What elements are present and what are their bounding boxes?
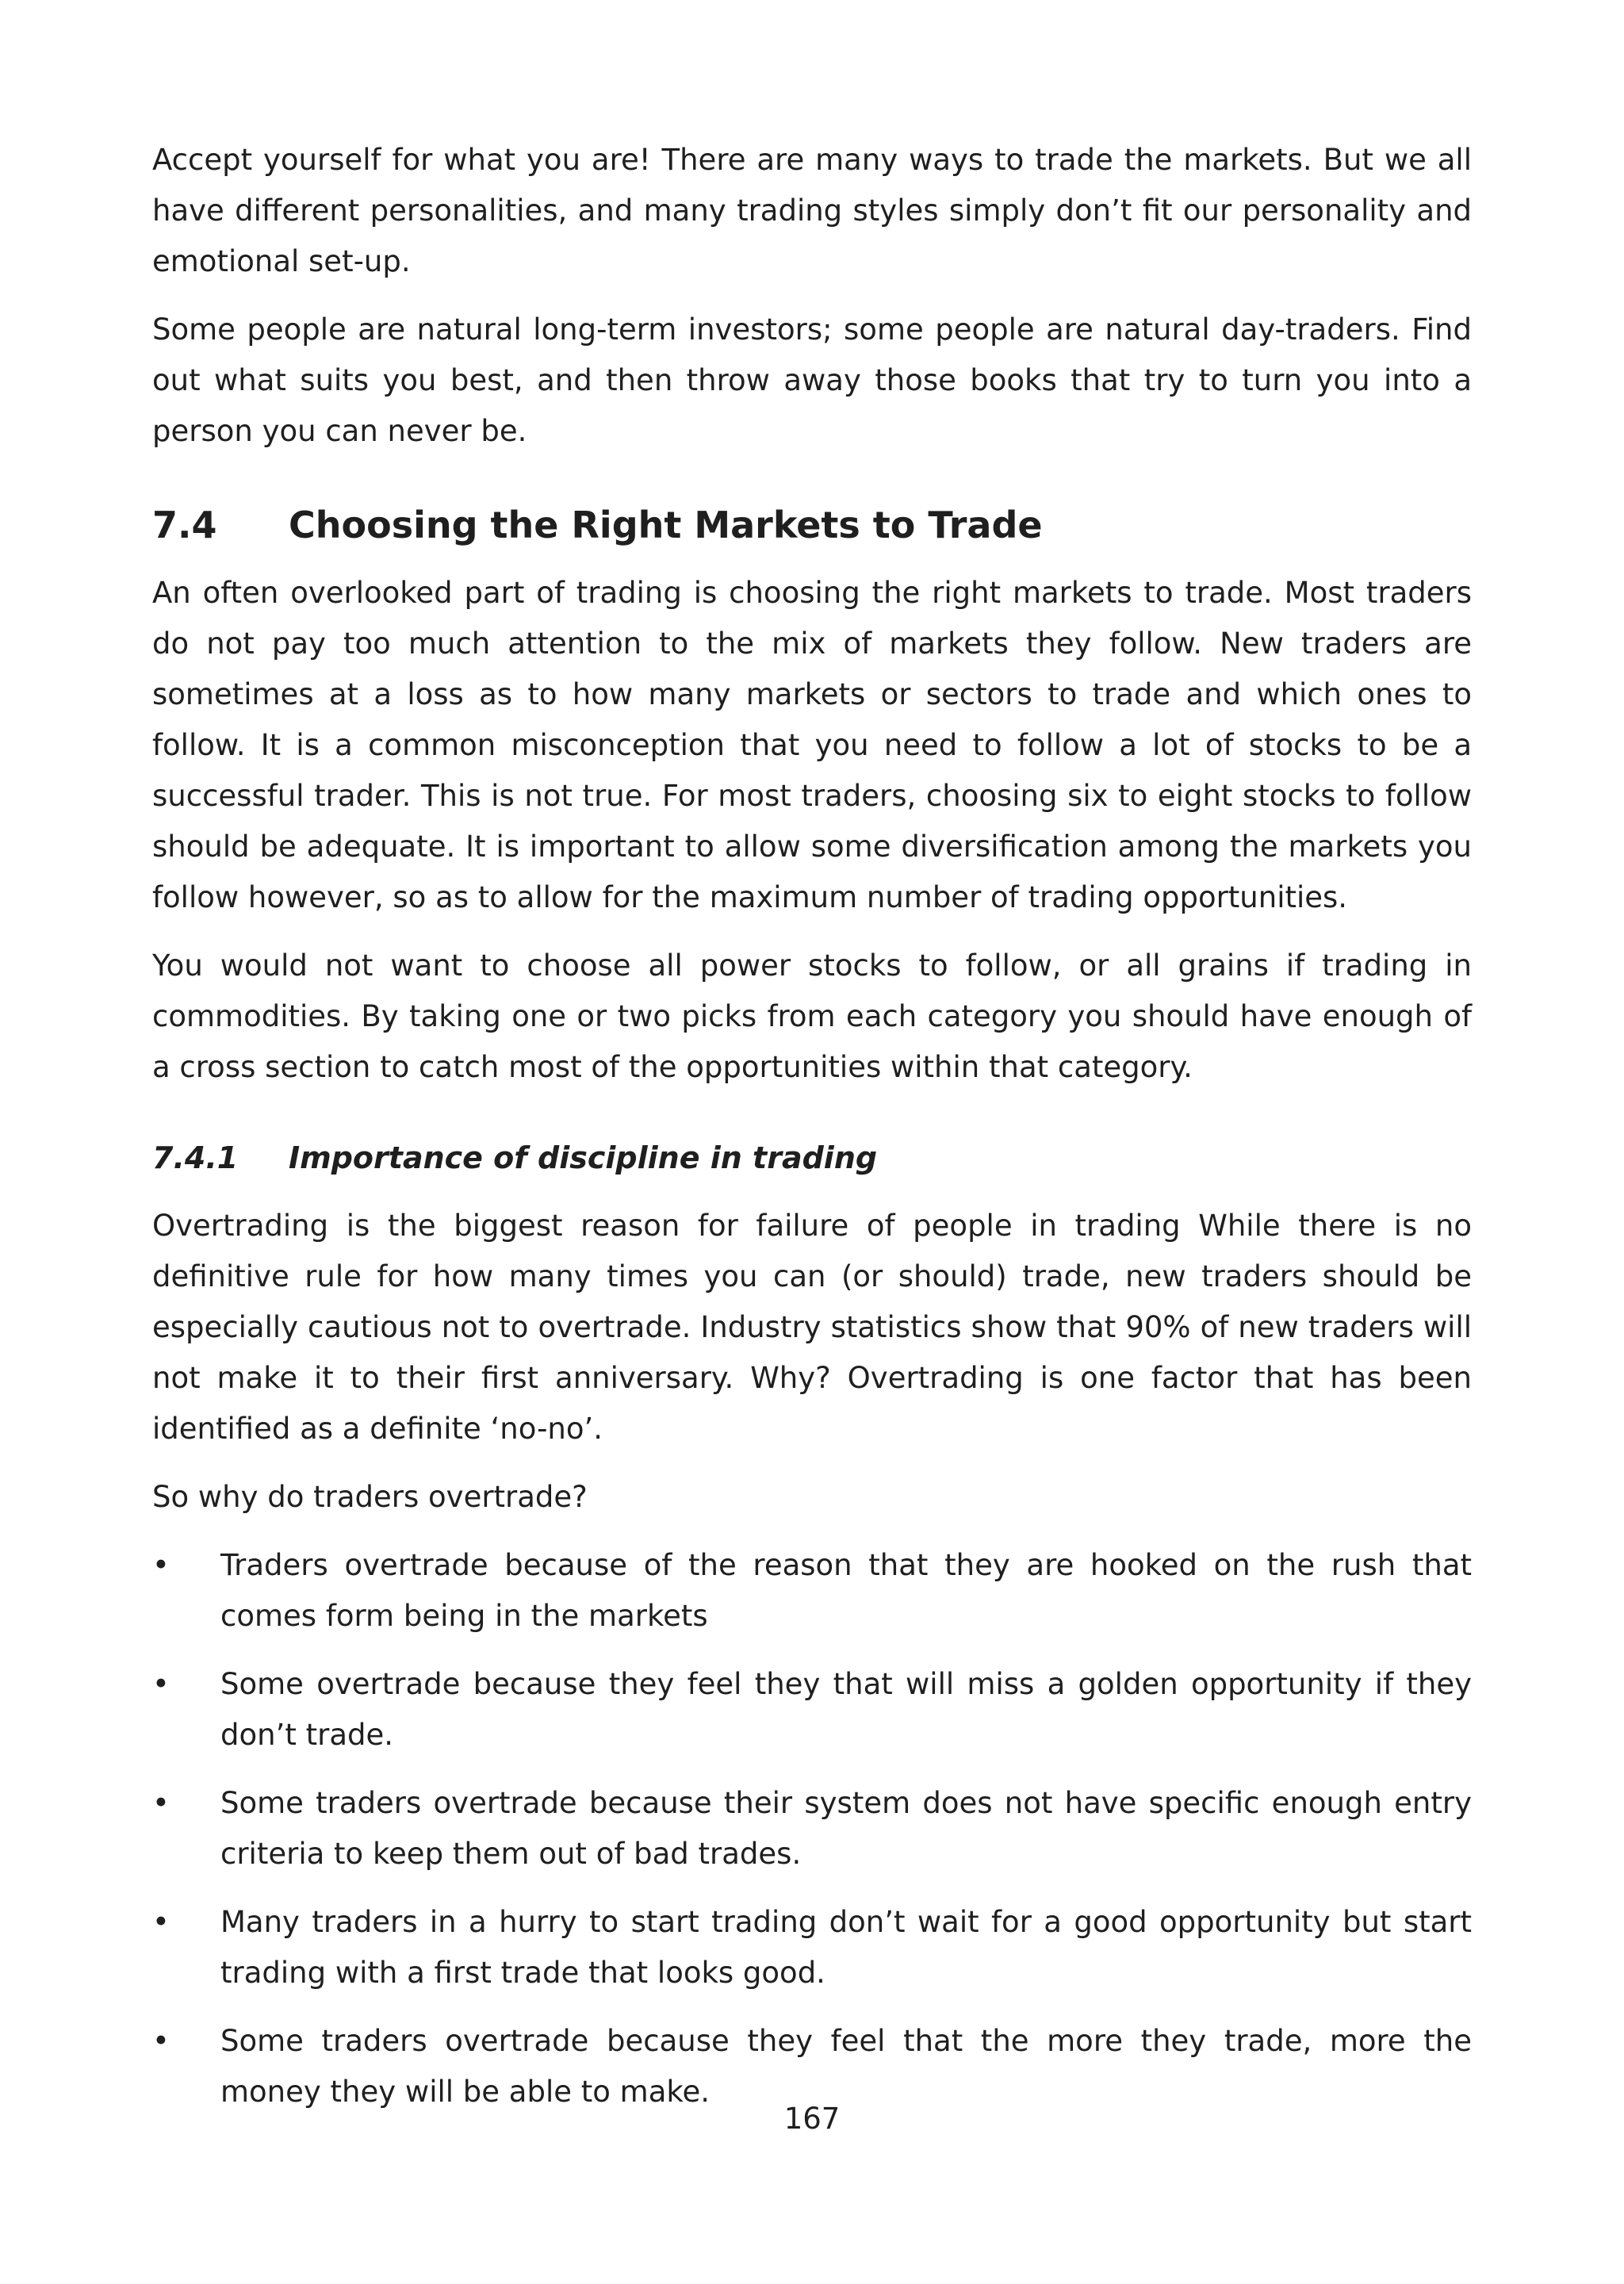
page-number: 167	[783, 2102, 841, 2136]
list-item	[152, 1897, 1472, 1998]
bullet-icon: •	[152, 2024, 170, 2058]
intro-paragraph-1: Accept yourself for what you are! There are many ways to trade the markets. But we all have different personalities, and many trading styles simply don’t fit our personality and emotional set-up.	[152, 143, 1472, 278]
bullet-icon: •	[152, 1548, 170, 1582]
section-paragraph-2: You would not want to choose all power stocks to follow, or all grains if trading in commodities. By taking one or two picks from each category you should have enough of a cross section to catch most of the opportunities within that category.	[152, 948, 1472, 1084]
intro-paragraph-2: Some people are natural long-term investors; some people are natural day-traders. Find out what suits you best, and then throw away those books that try to turn you into a person you can never be.	[152, 312, 1472, 448]
page-content	[152, 135, 1472, 2135]
list-item-text: Some traders overtrade because their system does not have specific enough entry criteria to keep them out of bad trades.	[220, 1786, 1472, 1871]
subsection-title: Importance of discipline in trading	[289, 1140, 878, 1175]
bullet-icon: •	[152, 1786, 170, 1820]
list-item	[152, 1778, 1472, 1880]
section-paragraph-1: An often overlooked part of trading is choosing the right markets to trade. Most traders do not pay too much attention to the mix of markets they follow. New traders are sometimes at a loss as to how many markets or sectors to trade and which ones to follow. It is a common misconception that you need to follow a lot of stocks to be a successful trader. This is not true. For most traders, choosing six to eight stocks to follow should be adequate. It is important to allow some diversification among the markets you follow however, so as to allow for the maximum number of trading opportunities.	[152, 576, 1472, 914]
bullet-icon: •	[152, 1667, 170, 1701]
list-item	[152, 1540, 1472, 1642]
list-item-text: Some overtrade because they feel they that will miss a golden opportunity if they don’t trade.	[220, 1667, 1472, 1752]
section-title: Choosing the Right Markets to Trade	[289, 504, 1043, 546]
section-number: 7.4	[152, 504, 217, 546]
bullet-list	[152, 1540, 1472, 2117]
list-item-text: Many traders in a hurry to start trading don’t wait for a good opportunity but start trading with a first trade that looks good.	[220, 1905, 1472, 1990]
subsection-heading	[152, 1132, 1472, 1183]
subsection-paragraph-2: So why do traders overtrade?	[152, 1480, 588, 1514]
list-item-text: Traders overtrade because of the reason that they are hooked on the rush that comes form being in the markets	[220, 1548, 1472, 1633]
list-item-text: Some traders overtrade because they feel that the more they trade, more the money they will be able to make.	[220, 2024, 1472, 2109]
list-item	[152, 1659, 1472, 1761]
subsection-paragraph-1: Overtrading is the biggest reason for failure of people in trading While there is no definitive rule for how many times you can (or should) trade, new traders should be especially cautious not to overtrade. Industry statistics show that 90% of new traders will not make it to their first anniversary. Why? Overtrading is one factor that has been identified as a definite ‘no-no’.	[152, 1209, 1472, 1446]
subsection-number: 7.4.1	[152, 1140, 239, 1175]
bullet-icon: •	[152, 1905, 170, 1939]
section-heading	[152, 500, 1472, 550]
